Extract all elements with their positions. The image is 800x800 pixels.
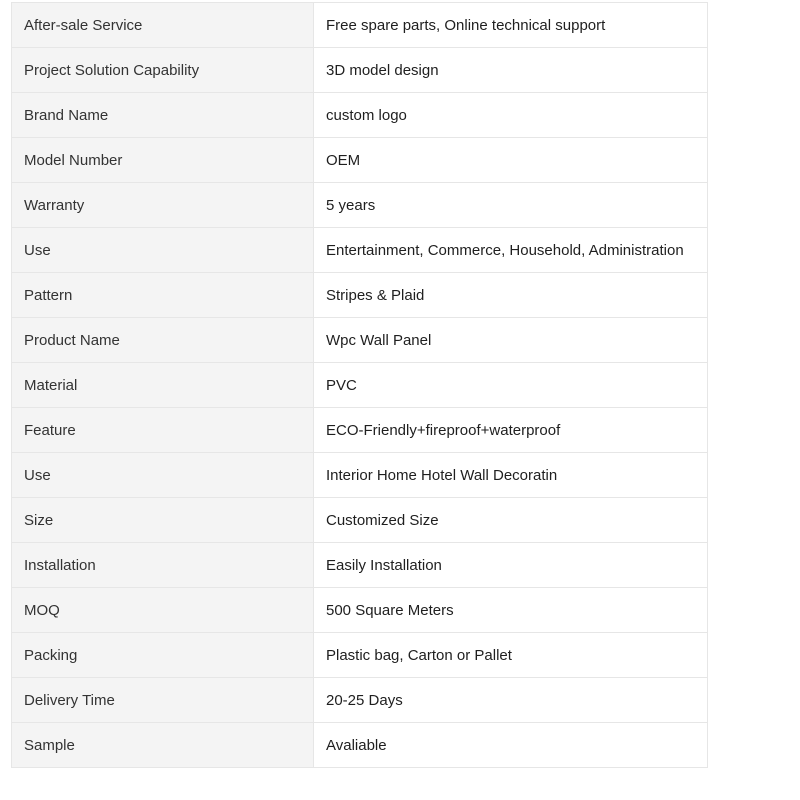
spec-label: Size xyxy=(12,498,314,543)
table-row xyxy=(12,588,708,633)
table-row xyxy=(12,228,708,273)
spec-value: PVC xyxy=(314,363,708,408)
spec-label: MOQ xyxy=(12,588,314,633)
spec-value: Customized Size xyxy=(314,498,708,543)
spec-label: Pattern xyxy=(12,273,314,318)
spec-label: Feature xyxy=(12,408,314,453)
spec-label: After-sale Service xyxy=(12,3,314,48)
spec-label: Packing xyxy=(12,633,314,678)
spec-value: 500 Square Meters xyxy=(314,588,708,633)
spec-value: Wpc Wall Panel xyxy=(314,318,708,363)
spec-label: Brand Name xyxy=(12,93,314,138)
table-row xyxy=(12,498,708,543)
spec-label: Model Number xyxy=(12,138,314,183)
spec-label: Installation xyxy=(12,543,314,588)
table-row xyxy=(12,543,708,588)
table-row xyxy=(12,633,708,678)
spec-label: Project Solution Capability xyxy=(12,48,314,93)
spec-value: 3D model design xyxy=(314,48,708,93)
table-row xyxy=(12,408,708,453)
spec-value: custom logo xyxy=(314,93,708,138)
table-row xyxy=(12,678,708,723)
spec-value: 5 years xyxy=(314,183,708,228)
spec-value: Plastic bag, Carton or Pallet xyxy=(314,633,708,678)
table-row xyxy=(12,138,708,183)
spec-label: Material xyxy=(12,363,314,408)
spec-value: Avaliable xyxy=(314,723,708,768)
table-row xyxy=(12,183,708,228)
spec-value: OEM xyxy=(314,138,708,183)
spec-label: Warranty xyxy=(12,183,314,228)
table-row xyxy=(12,453,708,498)
table-row xyxy=(12,3,708,48)
table-row xyxy=(12,318,708,363)
spec-value: 20-25 Days xyxy=(314,678,708,723)
spec-table-body xyxy=(12,3,708,768)
spec-label: Use xyxy=(12,453,314,498)
table-row xyxy=(12,273,708,318)
spec-label: Use xyxy=(12,228,314,273)
spec-value: Easily Installation xyxy=(314,543,708,588)
table-row xyxy=(12,363,708,408)
table-row xyxy=(12,723,708,768)
product-spec-table xyxy=(11,2,708,768)
spec-value: Interior Home Hotel Wall Decoratin xyxy=(314,453,708,498)
spec-label: Sample xyxy=(12,723,314,768)
spec-value: Stripes & Plaid xyxy=(314,273,708,318)
table-row xyxy=(12,48,708,93)
spec-label: Delivery Time xyxy=(12,678,314,723)
spec-label: Product Name xyxy=(12,318,314,363)
spec-value: Entertainment, Commerce, Household, Administration xyxy=(314,228,708,273)
spec-value: ECO-Friendly+fireproof+waterproof xyxy=(314,408,708,453)
spec-value: Free spare parts, Online technical support xyxy=(314,3,708,48)
table-row xyxy=(12,93,708,138)
